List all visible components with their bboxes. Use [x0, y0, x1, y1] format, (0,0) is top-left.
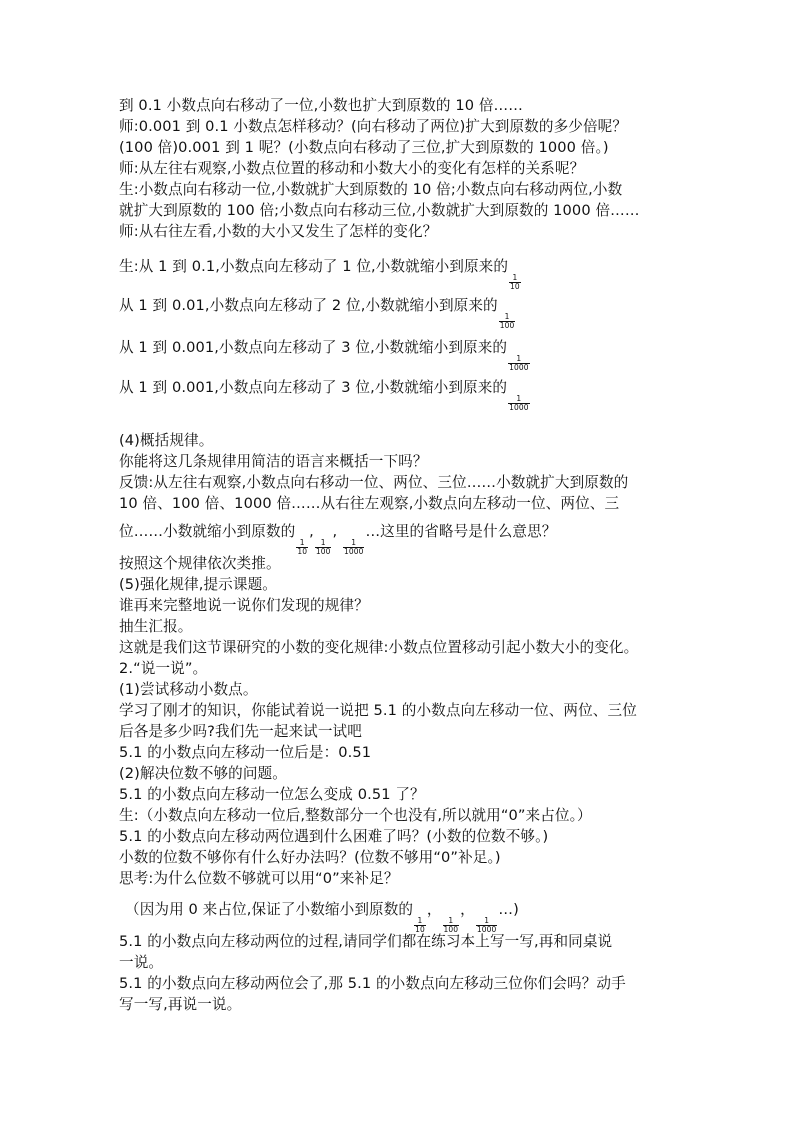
fraction-denominator: 100 — [315, 547, 331, 556]
text-line: 5.1 的小数点向左移动两位会了,那 5.1 的小数点向左移动三位你们会吗？动手 — [119, 975, 626, 992]
text-line: (100 倍)0.001 到 1 呢？(小数点向右移动了三位,扩大到原数的 1000 倍。) — [119, 139, 609, 156]
fraction-numerator: 1 — [504, 312, 510, 321]
text-line: 谁再来完整地说一说你们发现的规律？ — [119, 597, 369, 614]
fraction — [499, 313, 516, 330]
text-line: 师:从左往右观察,小数点位置的移动和小数大小的变化有怎样的关系呢？ — [119, 160, 585, 177]
text-segment: 从 1 到 0.001,小数点向左移动了 3 位,小数就缩小到原来的 — [119, 339, 508, 356]
fraction-denominator: 100 — [443, 925, 459, 934]
fraction-denominator: 1000 — [343, 547, 364, 556]
text-line: 就扩大到原数的 100 倍;小数点向右移动三位,小数就扩大到原数的 1000 倍…… — [119, 202, 640, 219]
fraction-denominator: 10 — [415, 925, 425, 934]
text-line: (2)解决位数不够的问题。 — [119, 765, 287, 782]
text-line: (1)尝试移动小数点。 — [119, 681, 258, 698]
text-line: 5.1 的小数点向左移动两位的过程,请同学们都在练习本上写一写,再和同桌说 — [119, 933, 613, 950]
text-line: 5.1 的小数点向左移动一位后是：0.51 — [119, 744, 372, 761]
text-segment: …) — [498, 901, 519, 918]
text-segment: …这里的省略号是什么意思？ — [365, 523, 557, 540]
fraction — [508, 355, 530, 372]
text-line: 这就是我们这节课研究的小数的变化规律:小数点位置移动引起小数大小的变化。 — [119, 639, 639, 656]
text-line: 5.1 的小数点向左移动一位怎么变成 0.51 了？ — [119, 786, 425, 803]
text-line: 师:从右往左看,小数的大小又发生了怎样的变化？ — [119, 223, 438, 240]
separator: , — [332, 523, 338, 540]
text-line-with-fraction — [119, 296, 516, 330]
text-line: 你能将这几条规律用简洁的语言来概括一下吗？ — [119, 453, 428, 470]
fraction-numerator: 1 — [512, 273, 518, 282]
text-segment: 生:从 1 到 0.1,小数点向左移动了 1 位,小数就缩小到原来的 — [119, 258, 509, 275]
text-line-with-fraction — [119, 257, 522, 291]
fraction — [296, 539, 308, 556]
text-line: 反馈:从左往右观察,小数点向右移动一位、两位、三位……小数就扩大到原数的 — [119, 474, 629, 491]
text-line: 一说。 — [119, 954, 164, 971]
text-line-with-fractions — [125, 900, 519, 934]
fraction-numerator: 1 — [299, 538, 305, 547]
text-segment: 从 1 到 0.001,小数点向左移动了 3 位,小数就缩小到原来的 — [119, 379, 508, 396]
text-line-with-fraction — [119, 338, 531, 372]
fraction-denominator: 1000 — [476, 925, 497, 934]
fraction — [343, 539, 365, 556]
fraction-numerator: 1 — [516, 394, 522, 403]
text-line: 后各是多少吗?我们先一起来试一试吧 — [119, 723, 362, 740]
text-segment: 位……小数就缩小到原数的 — [119, 523, 296, 540]
text-line: 生:（小数点向左移动一位后,整数部分一个也没有,所以就用“0”来占位。） — [119, 807, 592, 824]
fraction-numerator: 1 — [484, 916, 490, 925]
text-line: 思考:为什么位数不够就可以用“0”来补足？ — [119, 870, 399, 887]
text-line: 写一写,再说一说。 — [119, 996, 242, 1013]
fraction — [509, 274, 521, 291]
text-line: 2.“说一说”。 — [119, 660, 208, 677]
text-line: 师:0.001 到 0.1 小数点怎样移动？(向右移动了两位)扩大到原数的多少倍呢？ — [119, 118, 628, 135]
fraction-denominator: 1000 — [509, 363, 529, 372]
text-line: (5)强化规律,提示课题。 — [119, 576, 277, 593]
fraction-numerator: 1 — [320, 538, 326, 547]
fraction-denominator: 100 — [499, 321, 515, 330]
separator: , — [309, 523, 314, 540]
fraction — [508, 395, 530, 412]
text-line: 10 倍、100 倍、1000 倍……从右往左观察,小数点向左移动一位、两位、三 — [119, 495, 620, 512]
fraction-numerator: 1 — [516, 354, 522, 363]
text-line-with-fraction — [119, 378, 531, 412]
text-line: 抽生汇报。 — [119, 618, 193, 635]
text-line-with-fractions — [119, 522, 556, 556]
fraction-numerator: 1 — [351, 538, 357, 547]
fraction-denominator: 10 — [297, 547, 308, 556]
separator: ， — [426, 901, 442, 918]
text-line: 生:小数点向右移动一位,小数就扩大到原数的 10 倍;小数点向右移动两位,小数 — [119, 181, 623, 198]
text-line: (4)概括规律。 — [119, 432, 214, 449]
fraction-numerator: 1 — [417, 916, 423, 925]
text-line: 5.1 的小数点向左移动两位遇到什么困难了吗？(小数的位数不够。) — [119, 828, 549, 845]
text-line: 到 0.1 小数点向右移动了一位,小数也扩大到原数的 10 倍…… — [119, 97, 523, 114]
fraction-denominator: 10 — [510, 282, 520, 291]
fraction-denominator: 1000 — [509, 403, 529, 412]
text-segment: （因为用 0 来占位,保证了小数缩小到原数的 — [125, 901, 414, 918]
separator: ， — [460, 901, 475, 918]
text-line: 按照这个规律依次类推。 — [119, 555, 281, 572]
fraction-numerator: 1 — [448, 916, 454, 925]
fraction — [315, 539, 332, 556]
text-line: 学习了刚才的知识，你能试着说一说把 5.1 的小数点向左移动一位、两位、三位 — [119, 702, 637, 719]
text-segment: 从 1 到 0.01,小数点向左移动了 2 位,小数就缩小到原来的 — [119, 297, 498, 314]
text-line: 小数的位数不够你有什么好办法吗？(位数不够用“0”补足。) — [119, 849, 501, 866]
